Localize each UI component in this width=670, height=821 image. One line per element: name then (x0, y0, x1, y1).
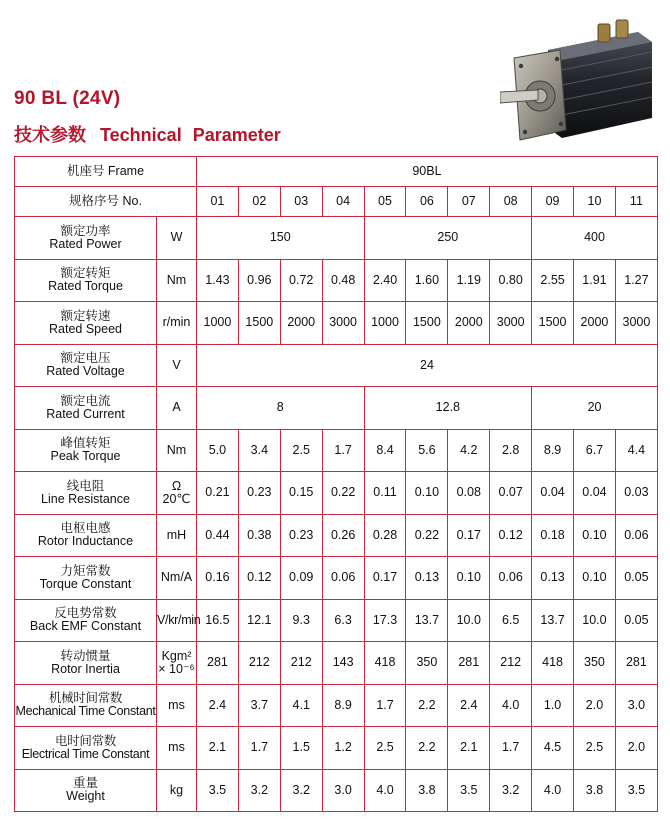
parameter-row (15, 259, 658, 302)
value-cell: 0.22 (406, 514, 448, 557)
motor-product-photo (500, 10, 660, 150)
parameter-unit (157, 472, 197, 515)
parameter-label-zh: 电时间常数 (54, 733, 116, 748)
parameter-unit (157, 557, 197, 600)
spec-number-cell: 01 (197, 187, 239, 217)
rated-power-group: 400 (532, 217, 658, 260)
value-cell: 3.8 (406, 769, 448, 812)
parameter-label-en: Rated Current (46, 406, 125, 421)
parameter-label-en: Peak Torque (50, 449, 121, 464)
value-cell: 0.48 (322, 259, 364, 302)
value-cell: 2.1 (448, 727, 490, 770)
spec-number-cell: 11 (615, 187, 657, 217)
parameter-label (15, 302, 157, 345)
frame-row (15, 157, 658, 187)
parameter-label-zh: 重量 (72, 776, 98, 791)
parameter-row (15, 217, 658, 260)
value-cell: 0.23 (238, 472, 280, 515)
parameter-row (15, 472, 658, 515)
parameter-row (15, 514, 658, 557)
value-cell: 16.5 (197, 599, 239, 642)
value-cell: 3000 (615, 302, 657, 345)
spec-number-label: 规格序号 No. (15, 187, 197, 217)
value-cell: 0.26 (322, 514, 364, 557)
value-cell: 0.38 (238, 514, 280, 557)
parameter-label-en: Weight (66, 789, 105, 804)
value-cell: 2.40 (364, 259, 406, 302)
value-cell: 3.5 (448, 769, 490, 812)
spec-number-row (15, 187, 658, 217)
value-cell: 6.7 (574, 429, 616, 472)
value-cell: 1.27 (615, 259, 657, 302)
value-cell: 17.3 (364, 599, 406, 642)
parameter-label-en: Back EMF Constant (29, 619, 142, 634)
value-cell: 3.4 (238, 429, 280, 472)
parameter-unit (157, 684, 197, 727)
parameter-unit (157, 642, 197, 685)
parameter-label-zh: 峰值转矩 (60, 436, 111, 451)
value-cell: 4.4 (615, 429, 657, 472)
value-cell: 1500 (238, 302, 280, 345)
value-cell: 1.19 (448, 259, 490, 302)
value-cell: 3.5 (615, 769, 657, 812)
parameter-row (15, 344, 658, 387)
value-cell: 12.1 (238, 599, 280, 642)
value-cell: 2.0 (574, 684, 616, 727)
parameter-unit (157, 599, 201, 642)
value-cell: 2.8 (490, 429, 532, 472)
value-cell: 3.8 (574, 769, 616, 812)
parameter-label-en: Rotor Inertia (51, 661, 120, 676)
value-cell: 0.21 (197, 472, 239, 515)
parameter-row (15, 429, 658, 472)
spec-number-cell: 08 (490, 187, 532, 217)
parameter-unit (157, 429, 197, 472)
value-cell: 0.06 (322, 557, 364, 600)
value-cell: 212 (490, 642, 532, 685)
value-cell: 0.09 (280, 557, 322, 600)
value-cell: 4.0 (490, 684, 532, 727)
value-cell: 0.10 (448, 557, 490, 600)
spec-number-cell: 02 (238, 187, 280, 217)
value-cell: 0.12 (490, 514, 532, 557)
model-title: 90 BL (24V) (14, 88, 121, 109)
parameter-label-zh: 额定电压 (60, 351, 111, 366)
parameter-label-zh: 机械时间常数 (48, 691, 123, 706)
parameter-label-en: Electrical Time Constant (21, 746, 150, 761)
parameter-label-zh: 额定功率 (60, 223, 111, 238)
spec-number-cell: 04 (322, 187, 364, 217)
value-cell: 2.0 (615, 727, 657, 770)
value-cell: 1000 (364, 302, 406, 345)
parameter-row (15, 642, 658, 685)
parameter-row (15, 557, 658, 600)
spec-number-cell: 03 (280, 187, 322, 217)
value-cell: 2000 (574, 302, 616, 345)
parameter-unit-main: r/min (162, 315, 191, 330)
value-cell: 10.0 (448, 599, 490, 642)
value-cell: 350 (406, 642, 448, 685)
parameter-label-en: Rated Torque (48, 279, 123, 294)
frame-label: 机座号 Frame (15, 157, 197, 187)
parameter-unit-sub: 20℃ (162, 491, 191, 506)
spec-number-cell: 09 (532, 187, 574, 217)
spec-number-cell: 05 (364, 187, 406, 217)
value-cell: 0.28 (364, 514, 406, 557)
value-cell: 9.3 (280, 599, 322, 642)
value-cell: 0.17 (448, 514, 490, 557)
value-cell: 4.0 (364, 769, 406, 812)
value-cell: 2.55 (532, 259, 574, 302)
value-cell: 0.17 (364, 557, 406, 600)
parameter-unit-main: kg (169, 782, 184, 797)
parameter-label (15, 514, 157, 557)
parameter-unit-main: ms (168, 697, 185, 712)
parameter-label-en: Torque Constant (39, 576, 132, 591)
parameter-unit-main: Nm (166, 272, 187, 287)
parameter-row (15, 727, 658, 770)
parameter-label (15, 684, 157, 727)
value-cell: 3.0 (322, 769, 364, 812)
value-cell: 4.2 (448, 429, 490, 472)
parameter-unit-main: Nm (166, 442, 187, 457)
frame-value: 90BL (197, 157, 658, 187)
value-cell: 0.05 (615, 557, 657, 600)
value-cell: 3.5 (197, 769, 239, 812)
value-cell: 0.06 (490, 557, 532, 600)
parameter-unit-main: ms (168, 740, 185, 755)
parameter-unit (157, 302, 197, 345)
section-title (14, 121, 281, 147)
parameter-row (15, 684, 658, 727)
value-cell: 2.5 (364, 727, 406, 770)
value-cell: 5.6 (406, 429, 448, 472)
parameter-label-en: Line Resistance (41, 491, 130, 506)
parameter-unit-main: Nm/A (160, 570, 193, 585)
value-cell: 350 (574, 642, 616, 685)
value-cell: 3.7 (238, 684, 280, 727)
value-cell: 3.0 (615, 684, 657, 727)
value-cell: 0.44 (197, 514, 239, 557)
value-cell: 8.9 (322, 684, 364, 727)
value-cell: 0.11 (364, 472, 406, 515)
parameter-label (15, 344, 157, 387)
value-cell: 1.60 (406, 259, 448, 302)
value-cell: 1.2 (322, 727, 364, 770)
value-cell: 1.5 (280, 727, 322, 770)
value-cell: 6.5 (490, 599, 532, 642)
value-cell: 3000 (490, 302, 532, 345)
value-cell: 1000 (197, 302, 239, 345)
value-cell: 3.2 (280, 769, 322, 812)
parameter-unit (157, 514, 197, 557)
parameter-unit-main: mH (166, 527, 187, 542)
value-cell: 0.10 (574, 514, 616, 557)
value-cell: 3.2 (238, 769, 280, 812)
value-cell: 0.06 (615, 514, 657, 557)
rated-current-group: 20 (532, 387, 658, 430)
parameter-label-en: Rated Speed (49, 321, 122, 336)
parameter-unit-main: Ω (171, 478, 182, 493)
parameter-unit (157, 344, 197, 387)
value-cell: 2000 (280, 302, 322, 345)
rated-voltage-value: 24 (197, 344, 658, 387)
parameter-row (15, 599, 658, 642)
parameter-label-en: Rotor Inductance (37, 534, 134, 549)
value-cell: 1.7 (364, 684, 406, 727)
value-cell: 281 (448, 642, 490, 685)
value-cell: 212 (280, 642, 322, 685)
section-title-zh: 技术参数 (14, 125, 86, 145)
spec-number-cell: 10 (574, 187, 616, 217)
value-cell: 0.04 (532, 472, 574, 515)
parameter-unit-main: Kgm² (161, 648, 192, 663)
value-cell: 418 (532, 642, 574, 685)
value-cell: 3.2 (490, 769, 532, 812)
parameter-unit (157, 727, 197, 770)
value-cell: 1.7 (490, 727, 532, 770)
parameter-label-en: Rated Voltage (46, 364, 125, 379)
parameter-unit-main: V/kr/min (157, 612, 201, 627)
value-cell: 4.0 (532, 769, 574, 812)
parameter-label (15, 642, 157, 685)
parameter-label-zh: 电枢电感 (60, 521, 111, 536)
value-cell: 0.22 (322, 472, 364, 515)
value-cell: 0.12 (238, 557, 280, 600)
parameter-row (15, 769, 658, 812)
value-cell: 2.5 (574, 727, 616, 770)
value-cell: 0.10 (574, 557, 616, 600)
parameter-label-en: Rated Power (49, 236, 122, 251)
parameter-label-zh: 额定电流 (60, 393, 111, 408)
parameter-row (15, 302, 658, 345)
value-cell: 2.1 (197, 727, 239, 770)
value-cell: 6.3 (322, 599, 364, 642)
value-cell: 0.13 (532, 557, 574, 600)
value-cell: 0.80 (490, 259, 532, 302)
value-cell: 10.0 (574, 599, 616, 642)
value-cell: 2000 (448, 302, 490, 345)
value-cell: 1.91 (574, 259, 616, 302)
value-cell: 0.03 (615, 472, 657, 515)
parameter-label (15, 472, 157, 515)
parameter-label (15, 217, 157, 260)
parameter-unit-main: W (170, 230, 183, 245)
parameter-row (15, 387, 658, 430)
parameter-label (15, 429, 157, 472)
parameter-label-en: Mechanical Time Constant (15, 704, 156, 719)
value-cell: 0.08 (448, 472, 490, 515)
technical-parameter-table (14, 156, 658, 812)
parameter-label (15, 259, 157, 302)
value-cell: 212 (238, 642, 280, 685)
value-cell: 4.5 (532, 727, 574, 770)
parameter-label-zh: 力矩常数 (60, 563, 111, 578)
spec-number-cell: 07 (448, 187, 490, 217)
value-cell: 0.04 (574, 472, 616, 515)
parameter-unit (157, 769, 197, 812)
parameter-unit-sub: × 10⁻⁶ (158, 661, 195, 676)
value-cell: 8.4 (364, 429, 406, 472)
rated-power-group: 150 (197, 217, 365, 260)
value-cell: 1.7 (322, 429, 364, 472)
value-cell: 0.07 (490, 472, 532, 515)
value-cell: 0.72 (280, 259, 322, 302)
value-cell: 4.1 (280, 684, 322, 727)
value-cell: 281 (615, 642, 657, 685)
value-cell: 13.7 (406, 599, 448, 642)
parameter-label-zh: 额定转速 (60, 308, 111, 323)
parameter-label (15, 599, 157, 642)
value-cell: 0.16 (197, 557, 239, 600)
parameter-unit-main: A (172, 400, 181, 415)
value-cell: 3000 (322, 302, 364, 345)
value-cell: 1.43 (197, 259, 239, 302)
value-cell: 281 (197, 642, 239, 685)
value-cell: 1500 (532, 302, 574, 345)
rated-power-group: 250 (364, 217, 532, 260)
value-cell: 0.10 (406, 472, 448, 515)
value-cell: 2.4 (197, 684, 239, 727)
rated-current-group: 12.8 (364, 387, 532, 430)
parameter-label (15, 727, 157, 770)
value-cell: 8.9 (532, 429, 574, 472)
parameter-unit (157, 387, 197, 430)
parameter-label (15, 387, 157, 430)
value-cell: 1.0 (532, 684, 574, 727)
value-cell: 0.15 (280, 472, 322, 515)
value-cell: 1.7 (238, 727, 280, 770)
parameter-unit (157, 217, 197, 260)
value-cell: 143 (322, 642, 364, 685)
value-cell: 0.13 (406, 557, 448, 600)
parameter-label (15, 557, 157, 600)
parameter-label-zh: 反电势常数 (54, 606, 117, 621)
value-cell: 13.7 (532, 599, 574, 642)
value-cell: 2.2 (406, 684, 448, 727)
value-cell: 2.2 (406, 727, 448, 770)
value-cell: 0.96 (238, 259, 280, 302)
value-cell: 0.05 (615, 599, 657, 642)
value-cell: 5.0 (197, 429, 239, 472)
value-cell: 0.23 (280, 514, 322, 557)
section-title-en: Technical Parameter (100, 125, 281, 145)
parameter-label (15, 769, 157, 812)
parameter-label-zh: 转动惯量 (60, 648, 111, 663)
parameter-label-zh: 线电阻 (66, 478, 105, 493)
value-cell: 418 (364, 642, 406, 685)
parameter-unit-main: V (172, 357, 181, 372)
parameter-label-zh: 额定转矩 (60, 266, 111, 281)
rated-current-group: 8 (197, 387, 365, 430)
value-cell: 1500 (406, 302, 448, 345)
spec-number-cell: 06 (406, 187, 448, 217)
value-cell: 0.18 (532, 514, 574, 557)
parameter-unit (157, 259, 197, 302)
value-cell: 2.5 (280, 429, 322, 472)
value-cell: 2.4 (448, 684, 490, 727)
